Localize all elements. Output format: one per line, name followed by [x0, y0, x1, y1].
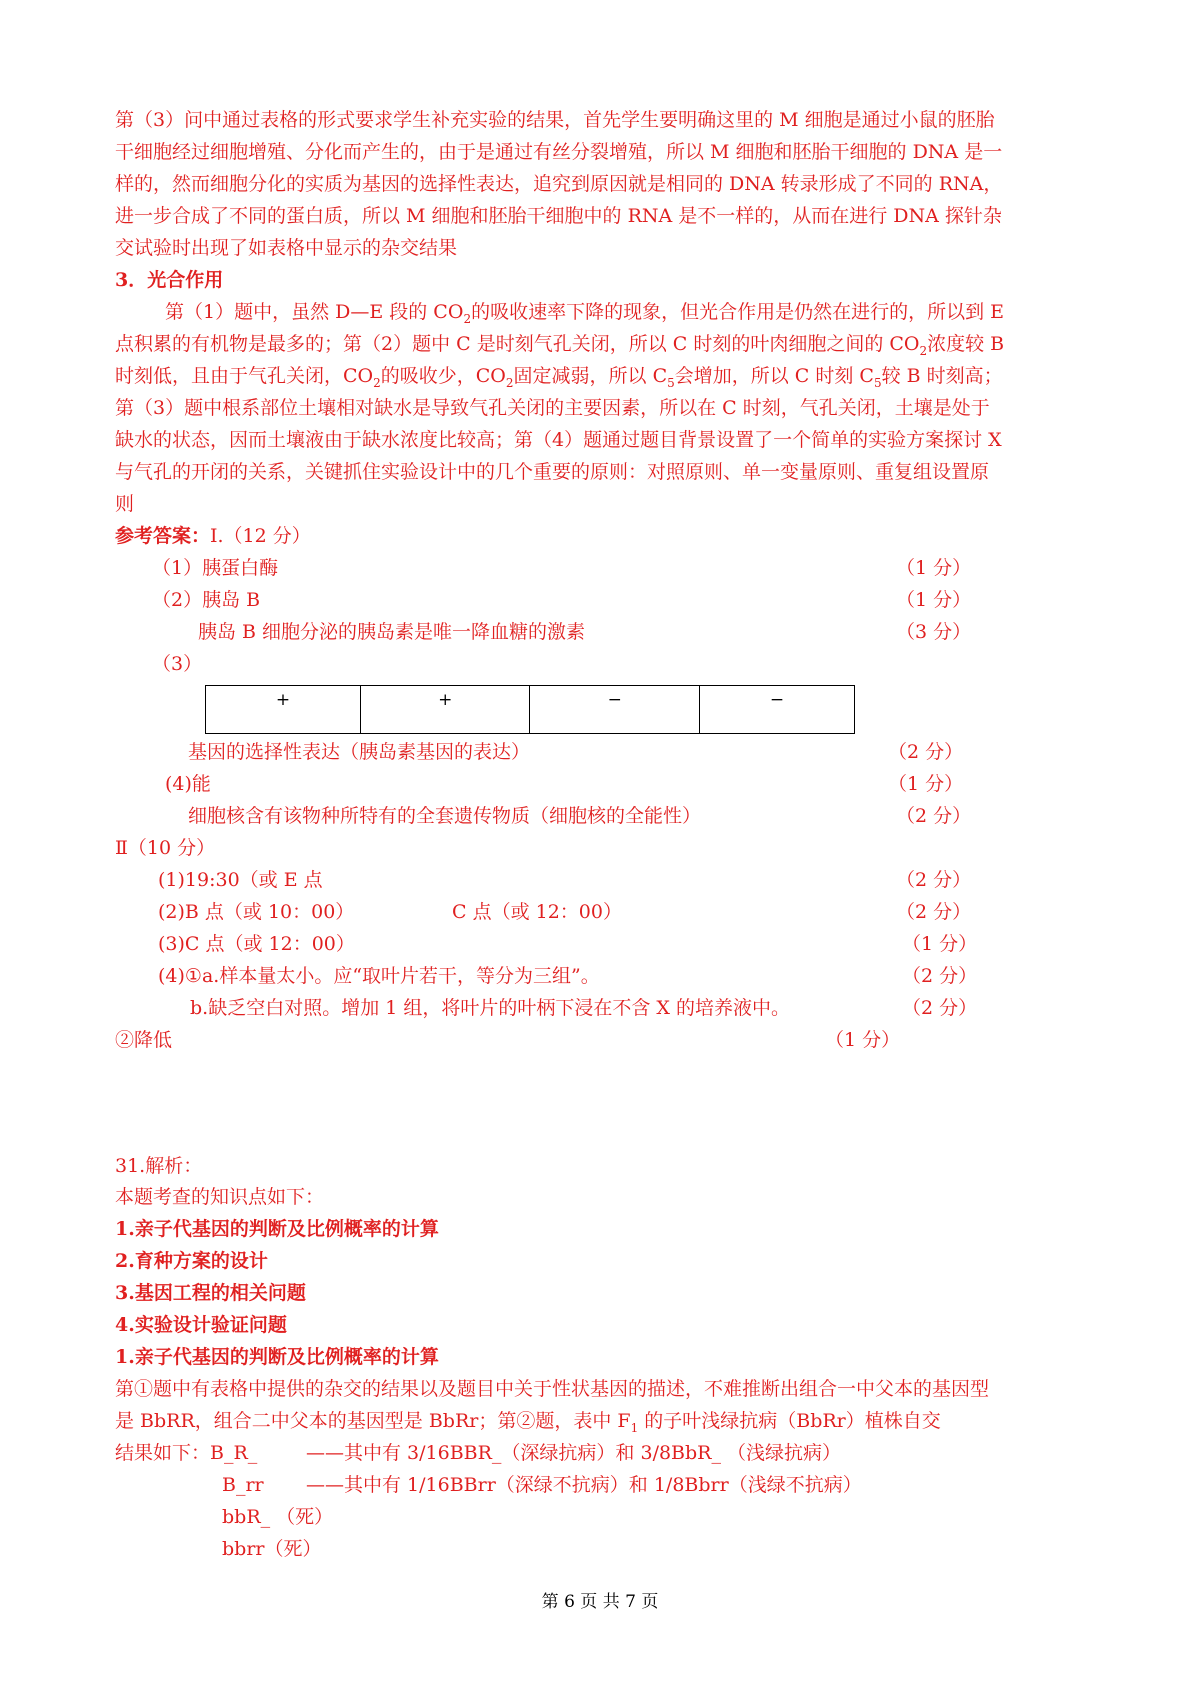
- knowledge-point: 2.育种方案的设计: [115, 1250, 268, 1272]
- score: （1 分）: [902, 933, 978, 955]
- answer-item: 基因的选择性表达（胰岛素基因的表达）: [188, 741, 531, 763]
- para-line: 交试验时出现了如表格中显示的杂交结果: [115, 237, 458, 259]
- answer-item: (1)19:30（或 E 点: [158, 869, 323, 891]
- para-line: 第（1）题中，虽然 D—E 段的 $CO_2$的吸收速率下降的现象，但光合作用是仍然在进行的，所以到 E: [165, 301, 1004, 326]
- table-cell: −: [530, 686, 700, 734]
- table-cell: +: [360, 686, 530, 734]
- result-line: ——其中有 1/16BBrr（深绿不抗病）和 1/8Bbrr（浅绿不抗病）: [306, 1474, 862, 1496]
- para-line: 干细胞经过细胞增殖、分化而产生的，由于是通过有丝分裂增殖，所以 M 细胞和胚胎干细胞的 DNA 是一: [115, 141, 1003, 163]
- para-line: 第①题中有表格中提供的杂交的结果以及题目中关于性状基因的描述，不难推断出组合一中父本的基因型: [115, 1378, 990, 1400]
- answer-header: Ⅱ（10 分）: [115, 837, 216, 859]
- para-line: 时刻低，且由于气孔关闭，$CO_2$的吸收少，$CO_2$固定减弱，所以 $C_5$会增加，所以 C 时刻 $C_5$较 B 时刻高；: [115, 365, 1003, 390]
- answer-item: 细胞核含有该物种所特有的全套遗传物质（细胞核的全能性）: [188, 805, 702, 827]
- result-line: 结果如下：B_R_: [115, 1442, 258, 1464]
- score: （2 分）: [902, 997, 978, 1019]
- score: （1 分）: [888, 773, 964, 795]
- table-cell: +: [206, 686, 361, 734]
- para-line: 是 BbRR，组合二中父本的基因型是 BbRr；第②题，表中 $F_1$ 的子叶浅绿抗病（BbRr）植株自交: [115, 1410, 941, 1435]
- answer-item: (2)B 点（或 10：00）: [158, 901, 355, 923]
- score: （1 分）: [825, 1029, 901, 1051]
- answer-item: b.缺乏空白对照。增加 1 组，将叶片的叶柄下浸在不含 X 的培养液中。: [190, 997, 790, 1019]
- score: （2 分）: [896, 869, 972, 891]
- result-line: bbrr（死）: [222, 1538, 322, 1560]
- section-heading: 3．光合作用: [115, 269, 224, 291]
- answer-item: (4)能: [165, 773, 211, 795]
- table-cell: −: [700, 686, 855, 734]
- para-line: 缺水的状态，因而土壤液由于缺水浓度比较高；第（4）题通过题目背景设置了一个简单的实验方案探讨 X: [115, 429, 1002, 451]
- result-line: B_rr: [222, 1474, 264, 1496]
- para-line: 与气孔的开闭的关系，关键抓住实验设计中的几个重要的原则：对照原则、单一变量原则、重复组设置原: [115, 461, 990, 483]
- page-footer: 第 6 页 共 7 页: [541, 1592, 659, 1612]
- score: （2 分）: [888, 741, 964, 763]
- para-line: 则: [115, 493, 135, 515]
- answer-item: ②降低: [115, 1029, 173, 1051]
- knowledge-point: 3.基因工程的相关问题: [115, 1282, 306, 1304]
- score: （1 分）: [896, 589, 972, 611]
- answer-header: 参考答案：Ⅰ.（12 分）: [115, 525, 311, 547]
- para-line: 第（3）问中通过表格的形式要求学生补充实验的结果，首先学生要明确这里的 M 细胞是通过小鼠的胚胎: [115, 109, 995, 131]
- answer-item: （1）胰蛋白酶: [152, 557, 279, 579]
- q31-title: 31.解析：: [115, 1155, 203, 1177]
- para-line: 第（3）题中根系部位土壤相对缺水是导致气孔关闭的主要因素，所以在 C 时刻，气孔关闭，土壤是处于: [115, 397, 990, 419]
- para-line: 样的，然而细胞分化的实质为基因的选择性表达，追究到原因就是相同的 DNA 转录形成了不同的 RNA，: [115, 173, 1003, 195]
- knowledge-point: 4.实验设计验证问题: [115, 1314, 287, 1336]
- para-line: 点积累的有机物是最多的；第（2）题中 C 是时刻气孔关闭，所以 C 时刻的叶肉细胞之间的 $CO_2$浓度较 B: [115, 333, 1005, 358]
- q31-intro: 本题考查的知识点如下：: [115, 1186, 325, 1208]
- score: （2 分）: [902, 965, 978, 987]
- para-line: 进一步合成了不同的蛋白质，所以 M 细胞和胚胎干细胞中的 RNA 是不一样的，从而在进行 DNA 探针杂: [115, 205, 1002, 227]
- answer-item: (3)C 点（或 12：00）: [158, 933, 355, 955]
- result-table: [205, 685, 855, 734]
- knowledge-point: 1.亲子代基因的判断及比例概率的计算: [115, 1218, 439, 1240]
- score: （2 分）: [896, 805, 972, 827]
- result-line: ——其中有 3/16BBR_（深绿抗病）和 3/8BbR_ （浅绿抗病）: [306, 1442, 842, 1464]
- score: （3 分）: [896, 621, 972, 643]
- result-line: bbR_ （死）: [222, 1506, 334, 1528]
- answer-item: （3）: [152, 653, 203, 675]
- answer-item: （2）胰岛 B: [152, 589, 261, 611]
- knowledge-point: 1.亲子代基因的判断及比例概率的计算: [115, 1346, 439, 1368]
- score: （1 分）: [896, 557, 972, 579]
- answer-item: C 点（或 12：00）: [452, 901, 622, 923]
- answer-item: (4)①a.样本量太小。应“取叶片若干，等分为三组”。: [158, 965, 600, 987]
- score: （2 分）: [896, 901, 972, 923]
- table-row: [206, 686, 855, 734]
- answer-item: 胰岛 B 细胞分泌的胰岛素是唯一降血糖的激素: [198, 621, 586, 643]
